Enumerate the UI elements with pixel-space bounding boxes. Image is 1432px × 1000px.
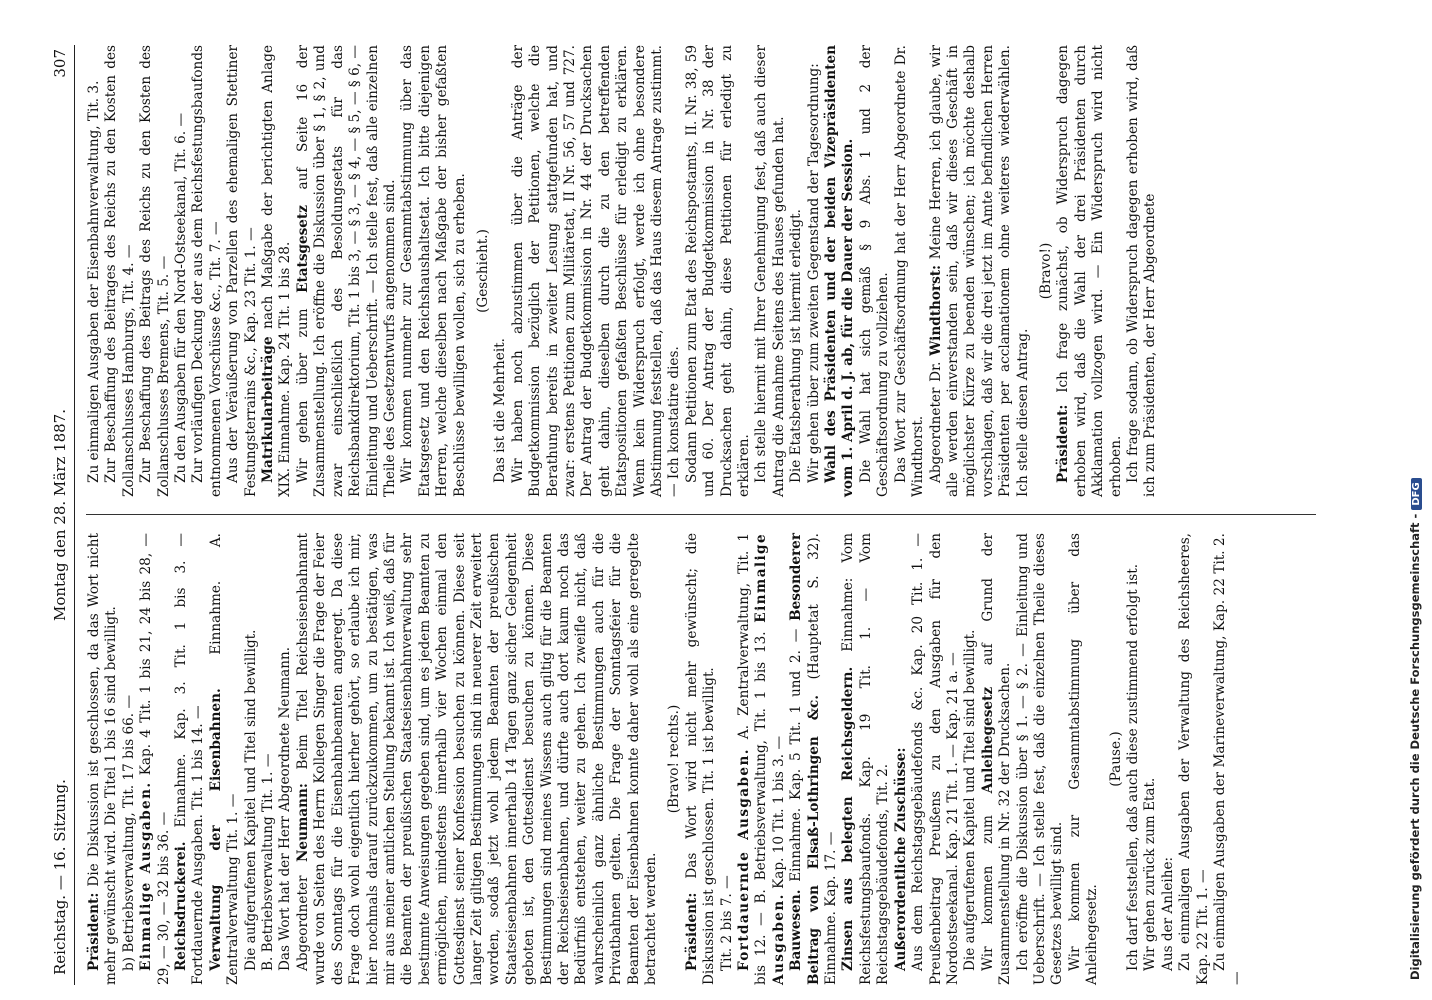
paragraph: Abgeordneter Dr. Windthorst: Meine Herren, ich glaube, wir alle werden einverstanden sein, daß wir dieses Geschäft in möglichster Kürze zu beenden wünschen; ich möchte deshalb vorschlagen, daß wir die drei jetzt im Amte befindlichen Herren Präsidenten per acclamationem ohne weiteres wiederwählen. Ich stelle diesen Antrag. xyxy=(927,45,1031,497)
funding-note xyxy=(1408,20,1428,980)
paragraph: Wahl des Präsidenten und der beiden Vizepräsidenten vom 1. April d. J. ab, für die Dauer der Session. xyxy=(823,45,857,497)
paragraph: Verwaltung der Eisenbahnen. Einnahme. A. Zentralverwaltung Tit. 1. — xyxy=(207,533,242,985)
paragraph: Matrikularbeiträge nach Maßgabe der berichtigten Anlage XIX. Einnahme. Kap. 24 Tit. 1 bis 28. xyxy=(260,45,294,497)
funding-note-text: Digitalisierung gefördert durch die Deutsche Forschungsgemeinschaft - xyxy=(1408,513,1422,980)
left-text-column xyxy=(86,533,1326,985)
paragraph: b) Betriebsverwaltung, Tit. 17 bis 66. — xyxy=(120,694,137,971)
paragraph: Wir kommen nunmehr zur Gesammtabstimmung über das Etatsgesetz und den Reichshaushaltsetat. Ich bitte diejenigen Herren, welche dieselben nach Maßgabe der bisher gefaßten Beschlüsse bewilligen wollen, sich zu erheben. xyxy=(399,45,468,497)
paragraph: Zinsen aus belegten Reichsgeldern. Einnahme: Vom Reichsfestungsbaufonds. Kap. 19 Tit. 1. — Vom Reichstagsgebäudefonds, Tit. 2. xyxy=(840,533,892,985)
paragraph: Wir kommen zum Anleihegesetz auf Grund der Zusammenstellung in Nr. 32 der Drucksachen. xyxy=(979,533,1014,985)
paragraph: (Geschieht.) xyxy=(474,229,491,313)
paragraph: (Bravo!) xyxy=(1037,242,1054,300)
paragraph: Zu den Ausgaben für den Nord-Ostseekanal, Tit. 6. — xyxy=(173,112,190,483)
paragraph: Ich stelle hiermit mit Ihrer Genehmigung fest, daß auch dieser Antrag die Annahme Seitens des Hauses gefunden hat. xyxy=(753,45,787,497)
paragraph: Wir gehen über zum zweiten Gegenstand der Tagesordnung: xyxy=(805,63,822,483)
paragraph: Abgeordneter Neumann: Beim Titel Reichseisenbahnamt wurde von Seiten des Herrn Kollegen Singer die Frage der Feier des Sonntags für die Eisenbahnbeamten angeregt. Da diese Frage doch wohl eigentlich hierher gehört, so erlaube ich mir, hier nochmals darauf zurückzukommen, um zu bestätigen, was mir aus meiner amtlichen Stellung bekannt ist. Ich weiß, daß für die Beamten der preußischen Staatseisenbahnverwaltung sehr bestimmte Anweisungen gegeben sind, um es jedem Beamten zu ermöglichen, mindestens innerhalb vier Wochen einmal den Gottesdienst seiner Konfession besuchen zu können. Diese seit langer Zeit giltigen Bestimmungen sind in neuerer Zeit erweitert worden, sodaß jetzt wohl jedem Beamten der preußischen Staatseisenbahnen innerhalb 14 Tagen ganz sicher Gelegenheit geboten ist, den Gottesdienst besuchen zu können. Diese Bestimmungen sind meines Wissens auch giltig für die Beamten der Reichseisenbahnen, und dürfte auch dort kaum noch das Bedürfniß entstehen, weiter zu gehen. Ich zweifle nicht, daß wahrscheinlich ganz ähnliche Bestimmungen auch für die Privatbahnen gelten. Die Frage der Sonntagsfeier für die Beamten der Eisenbahnen konnte daher wohl als eine geregelte betrachtet werden. xyxy=(294,532,659,985)
paragraph: Zur vorläufigen Deckung der aus dem Reichsfestungsbaufonds entnommenen Vorschüsse &c., Tit. 7. — xyxy=(190,45,224,497)
paragraph: Sodann Petitionen zum Etat des Reichspostamts, II. Nr. 38, 59 und 60. Der Antrag der Budgetkommission in Nr. 38 der Drucksachen geht dahin, diese Petitionen für erledigt zu erklären. xyxy=(683,45,753,497)
paragraph: Die aufgerufenen Kapitel und Titel sind bewilligt. xyxy=(242,629,259,971)
right-text-column xyxy=(86,45,1326,497)
paragraph: Die Wahl hat sich gemäß § 9 Abs. 1 und 2 der Geschäftsordnung zu vollziehen. xyxy=(857,45,892,497)
header-center: Montag den 28. März 1887. xyxy=(51,409,69,622)
paragraph: Außerordentliche Zuschüsse: xyxy=(892,747,909,971)
paragraph: Präsident: Das Wort wird nicht mehr gewünscht; die Diskussion ist geschlossen. Tit. 1 ist bewilligt. xyxy=(683,533,718,985)
paragraph: Wir haben noch abzustimmen über die Anträge der Budgetkommission bezüglich der Petitionen, welche die Berathung bereits in zweiter Lesung stattgefunden hat, und zwar: erstens Petitionen zum Militäretat, II Nr. 56, 57 und 727. Der Antrag der Budgetkommission in Nr. 44 der Drucksachen geht dahin, dieselben durch die zu den betreffenden Etatspositionen gefaßten Beschlüsse für erledigt zu erklären. Wenn kein Widerspruch erfolgt, werde ich ohne besondere Abstimmung feststellen, daß das Haus diesem Antrage zustimmt. — Ich konstatire dies. xyxy=(509,45,683,497)
paragraph: Zur Beschaffung des Beitrages des Reichs zu den Kosten des Zollanschlusses Hamburgs, Tit. 4. — xyxy=(103,45,137,497)
paragraph: Präsident: Die Diskussion ist geschlossen, da das Wort nicht mehr gewünscht wird. Die Titel 1 bis 16 sind bewilligt. xyxy=(86,533,120,985)
paragraph: Wir gehen über zum Etatsgesetz auf Seite 16 der Zusammenstellung. Ich eröffne die Diskussion über § 1, § 2, und zwar einschließlich des Besoldungsetats für das Reichsbankdirektorium, Tit. 1 bis 3, — § 3, — § 4, — § 5, — § 6, — Einleitung und Ueberschrift. — Ich stelle fest, daß alle einzelnen Theile des Gesetzentwurfs angenommen sind. xyxy=(294,45,398,497)
paragraph: Die aufgerufenen Kapitel und Titel sind bewilligt. xyxy=(962,629,979,971)
running-header xyxy=(50,45,75,985)
paragraph: Das Wort hat der Herr Abgeordnete Neumann. xyxy=(277,646,294,971)
paragraph: Das Wort zur Geschäftsordnung hat der Herr Abgeordnete Dr. Windthorst. xyxy=(892,45,927,497)
paragraph: Präsident: Ich frage zunächst, ob Widerspruch dagegen erhoben wird, daß die Wahl der drei Präsidenten durch Akklamation vollzogen wird. — Ein Widerspruch wird nicht erhoben. xyxy=(1055,45,1124,497)
paragraph: Das ist die Mehrheit. xyxy=(492,338,509,483)
paragraph: Die Etatsberathung ist hiermit erledigt. xyxy=(788,209,805,483)
paragraph: Tit. 2 bis 7. — xyxy=(718,875,735,971)
paragraph: Zur Beschaffung des Beitrags des Reichs zu den Kosten des Zollanschlusses Bremens, Tit. 5. — xyxy=(138,45,172,497)
paragraph: Zu einmaligen Ausgaben der Marineverwaltung, Kap. 22 Tit. 2. — xyxy=(1212,533,1246,985)
page-number: 307 xyxy=(51,49,69,78)
paragraph: Wir gehen zurück zum Etat. xyxy=(1142,777,1159,971)
paragraph: Aus der Anleihe: xyxy=(1159,856,1176,971)
paragraph: Wir kommen zur Gesammtabstimmung über das Anleihegesetz. xyxy=(1066,533,1101,985)
paragraph: Zu einmaligen Ausgaben der Verwaltung des Reichsheeres, Kap. 22 Tit. 1. — xyxy=(1177,533,1211,985)
paragraph: Ich eröffne die Diskussion über § 1. — § 2. — Einleitung und Ueberschrift. — Ich stelle fest, daß die einzelnen Theile dieses Gesetzes bewilligt sind. xyxy=(1014,533,1066,985)
paragraph: Reichsdruckerei. Einnahme. Kap. 3. Tit. 1 bis 3. — Fortdauernde Ausgaben. Tit. 1 bis 14. — xyxy=(173,533,207,985)
paragraph: (Bravo! rechts.) xyxy=(666,704,683,814)
paragraph: Ich darf feststellen, daß auch diese zustimmend erfolgt ist. xyxy=(1124,563,1141,971)
rotated-page-content xyxy=(50,45,1350,985)
paragraph: Ich frage sodann, ob Widerspruch dagegen erhoben wird, daß ich zum Präsidenten, der Herr Abgeordnete xyxy=(1124,45,1159,497)
header-left: Reichstag. — 16. Sitzung. xyxy=(51,779,69,975)
paragraph: Bauwesen. Einnahme. Kap. 5 Tit. 1 und 2. — Besonderer Beitrag von Elsaß-Lothringen &c. (Hauptetat S. 32). Einnahme. Kap. 17. — xyxy=(788,533,840,985)
column-divider xyxy=(86,514,1316,515)
paragraph: (Pause.) xyxy=(1107,731,1124,787)
paragraph: Einmalige Ausgaben. Kap. 4 Tit. 1 bis 21, 24 bis 28, — 29, — 30, — 32 bis 36. — xyxy=(138,533,172,985)
paragraph: Aus dem Reichstagsgebäudefonds &c. Kap. 20 Tit. 1. — Preußenbeitrag Preußens zu den Ausgaben für den Nordostseekanal. Kap. 21 Tit. 1. — Kap. 21 a. — xyxy=(910,533,961,985)
paragraph: Aus der Veräußerung von Parzellen des ehemaligen Stettiner Festungsterrains &c., Kap. 23 Tit. 1. — xyxy=(225,45,259,497)
dfg-logo: DFG xyxy=(1411,478,1422,509)
paragraph: Fortdauernde Ausgaben. A. Zentralverwaltung, Tit. 1 bis 12. — B. Betriebsverwaltung, Tit. 1 bis 13. Einmalige Ausgaben. Kap. 10 Tit. 1 bis 3. — xyxy=(736,533,787,985)
paragraph: B. Betriebsverwaltung Tit. 1. — xyxy=(260,753,277,971)
paragraph: Zu einmaligen Ausgaben der Eisenbahnverwaltung, Tit. 3. xyxy=(86,80,102,483)
